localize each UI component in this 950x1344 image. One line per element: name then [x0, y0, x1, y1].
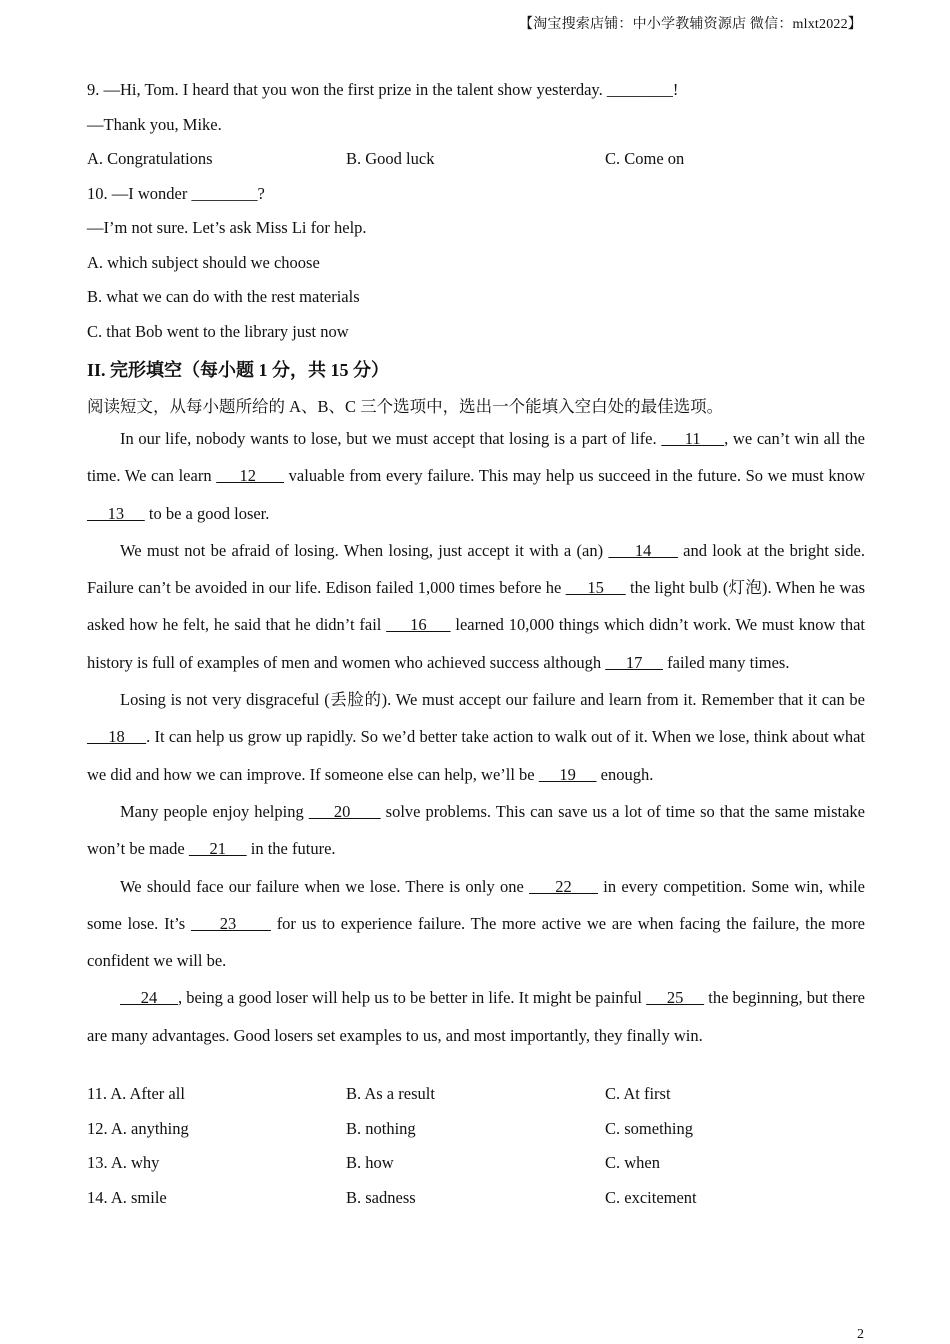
blank-24: 24 [120, 988, 178, 1008]
blank-18: 18 [87, 727, 147, 747]
passage-paragraph-4: Many people enjoy helping 20 solve problems. This can save us a lot of time so that the same mistake won’t be made 21 in the future. [87, 801, 866, 859]
blank-20: 20 [308, 801, 381, 821]
option-11-b: B. As a result [346, 1084, 435, 1103]
passage-paragraph-2: We must not be afraid of losing. When losing, just accept it with a (an) 14 and look at the bright side. Failure can’t be avoided in our life. Edison failed 1,000 times before he 15 the light bulb (灯泡). When he was asked how he felt, he said that he didn’t fail 16 learned 10,000 things which didn’t work. We must know that history is full of examples of men and women who achieved success although 17 failed many times. [87, 540, 866, 672]
passage-paragraph-3: Losing is not very disgraceful (丢脸的). We must accept our failure and learn from it. Remember that it can be 18 . It can help us grow up rapidly. So we’d better take action to walk out of it. When we lose, think about what we did and how we can improve. If someone else can help, we’ll be 19 enough. [87, 690, 866, 784]
q10-reply: —I’m not sure. Let’s ask Miss Li for help. [87, 218, 367, 237]
option-13-c: C. when [605, 1153, 660, 1172]
option-14-a: 14. A. smile [87, 1188, 167, 1207]
page-header: 【淘宝搜索店铺：中小学教辅资源店 微信：mlxt2022】 [519, 17, 862, 32]
q10-option-a: A. which subject should we choose [87, 253, 320, 272]
option-11-c: C. At first [605, 1084, 671, 1103]
q10-option-c: C. that Bob went to the library just now [87, 322, 349, 341]
section-title: II. 完形填空（每小题 1 分，共 15 分） [87, 360, 390, 380]
section-instruction: 阅读短文，从每小题所给的 A、B、C 三个选项中，选出一个能填入空白处的最佳选项。 [87, 397, 724, 416]
option-12-b: B. nothing [346, 1119, 416, 1138]
option-14-c: C. excitement [605, 1188, 697, 1207]
option-11-a: 11. A. After all [87, 1084, 185, 1103]
option-13-b: B. how [346, 1153, 394, 1172]
q9-stem: 9. —Hi, Tom. I heard that you won the first prize in the talent show yesterday. ________! [87, 80, 679, 99]
blank-13: 13 [87, 503, 145, 523]
cloze-passage [87, 420, 865, 1054]
option-14-b: B. sadness [346, 1188, 416, 1207]
blank-16: 16 [386, 615, 451, 635]
q10-stem: 10. —I wonder ________? [87, 184, 265, 203]
option-12-c: C. something [605, 1119, 694, 1138]
passage-paragraph-1: In our life, nobody wants to lose, but we must accept that losing is a part of life. 11 , we can’t win all the time. We can learn 12 valuable from every failure. This may help us succeed in the future. So we must know 13 to be a good loser. [87, 429, 866, 523]
blank-25: 25 [646, 988, 705, 1008]
blank-17: 17 [605, 652, 664, 672]
blank-11: 11 [661, 429, 725, 448]
q9-option-c: C. Come on [605, 149, 685, 168]
passage-paragraph-5: We should face our failure when we lose. There is only one 22 in every competition. Some win, while some lose. It’s 23 for us to experience failure. The more active we are when facing the failure, the more confident we will be. [87, 876, 866, 971]
blank-12: 12 [216, 466, 284, 486]
q9-option-b: B. Good luck [346, 149, 435, 168]
blank-23: 23 [190, 913, 271, 933]
passage-paragraph-6: 24 , being a good loser will help us to be better in life. It might be painful 25 the beginning, but there are many advantages. Good losers set examples to us, and most importantly, they finally win. [87, 988, 866, 1045]
blank-21: 21 [188, 839, 247, 859]
blank-14: 14 [608, 540, 678, 560]
blank-15: 15 [565, 578, 626, 598]
q9-option-a: A. Congratulations [87, 149, 213, 168]
option-12-a: 12. A. anything [87, 1119, 189, 1138]
page-number: 2 [857, 1327, 864, 1342]
option-13-a: 13. A. why [87, 1153, 160, 1172]
blank-22: 22 [529, 876, 598, 896]
q9-reply: —Thank you, Mike. [87, 115, 222, 134]
blank-19: 19 [538, 764, 597, 784]
q10-option-b: B. what we can do with the rest materials [87, 287, 360, 306]
